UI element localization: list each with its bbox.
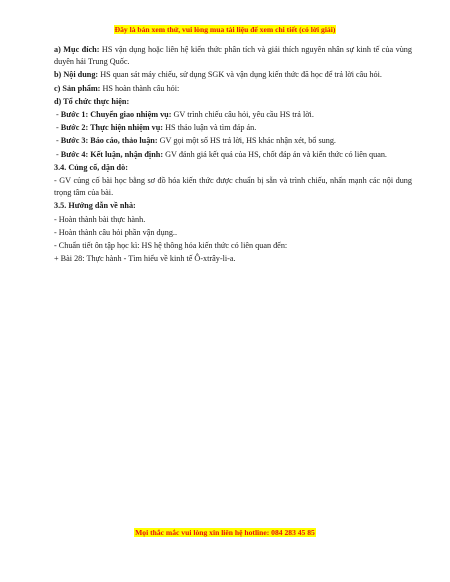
header-notice: Đây là bản xem thử, vui lòng mua tài liệu để xem chi tiết (có lời giải) xyxy=(114,25,336,34)
section-c-paragraph xyxy=(54,83,412,95)
homework-item: - Hoàn thành câu hỏi phần vận dụng.. xyxy=(54,227,178,237)
homework-item: - Hoàn thành bài thực hành. xyxy=(54,214,146,224)
step-2: - Bước 2: Thực hiện nhiệm vụ: HS thảo luận và tìm đáp án. xyxy=(56,123,257,133)
section-34-heading: 3.4. Củng cố, dặn dò: xyxy=(54,162,128,172)
step-3: - Bước 3: Báo cáo, thảo luận: GV gọi một số HS trả lời, HS khác nhận xét, bổ sung. xyxy=(56,136,336,146)
step-3-text: GV gọi một số HS trả lời, HS khác nhận xét, bổ sung. xyxy=(157,136,336,146)
footer-notice: Mọi thắc mắc vui lòng xin liên hệ hotline: 084 283 45 85 xyxy=(135,528,315,537)
step-4-label: Bước 4: Kết luận, nhận định: xyxy=(60,149,164,159)
section-b-paragraph xyxy=(54,69,412,81)
section-b-label: b) Nội dung: xyxy=(54,70,99,80)
section-a-paragraph xyxy=(54,44,412,69)
document-body xyxy=(54,44,412,266)
step-4-text: GV đánh giá kết quả của HS, chốt đáp án và kiến thức có liên quan. xyxy=(163,149,387,159)
section-a-text: HS vận dụng hoặc liên hệ kiến thức phân tích và giải thích nguyên nhân sự kinh tế của vùng duyên hải Trung Quốc. xyxy=(54,45,412,67)
section-c-text: HS hoàn thành câu hỏi: xyxy=(100,83,180,93)
step-3-label: Bước 3: Báo cáo, thảo luận: xyxy=(60,136,158,146)
homework-item: - Chuẩn tiết ôn tập học kì: HS hệ thông hóa kiến thức có liên quan đến: xyxy=(54,241,288,251)
homework-item: + Bài 28: Thực hành - Tìm hiểu về kinh tế Ô-xtrây-li-a. xyxy=(54,254,236,264)
step-2-text: HS thảo luận và tìm đáp án. xyxy=(163,123,257,133)
section-d-heading xyxy=(54,96,412,108)
step-4: - Bước 4: Kết luận, nhận định: GV đánh giá kết quả của HS, chốt đáp án và kiến thức có liên quan. xyxy=(56,149,387,159)
step-1: - Bước 1: Chuyển giao nhiệm vụ: GV trình chiếu câu hỏi, yêu cầu HS trả lời. xyxy=(56,110,314,120)
step-1-text: GV trình chiếu câu hỏi, yêu cầu HS trả lời. xyxy=(171,110,314,120)
section-a-label: a) Mục đích: xyxy=(54,45,100,54)
step-2-label: Bước 2: Thực hiện nhiệm vụ: xyxy=(60,123,164,133)
step-1-label: Bước 1: Chuyển giao nhiệm vụ: xyxy=(60,110,172,120)
section-34-text: - GV củng cố bài học bằng sơ đồ hóa kiến thức được chuẩn bị sẵn và trình chiếu, nhấn mạnh các nội dung trọng tâm của bài. xyxy=(54,175,412,198)
section-c-label: c) Sản phẩm: xyxy=(54,83,101,93)
section-35-heading: 3.5. Hướng dẫn về nhà: xyxy=(54,201,136,211)
section-d-label: d) Tổ chức thực hiện: xyxy=(54,96,130,106)
section-b-text: HS quan sát máy chiếu, sử dụng SGK và vận dụng kiến thức đã học để trả lời câu hỏi. xyxy=(98,70,382,80)
